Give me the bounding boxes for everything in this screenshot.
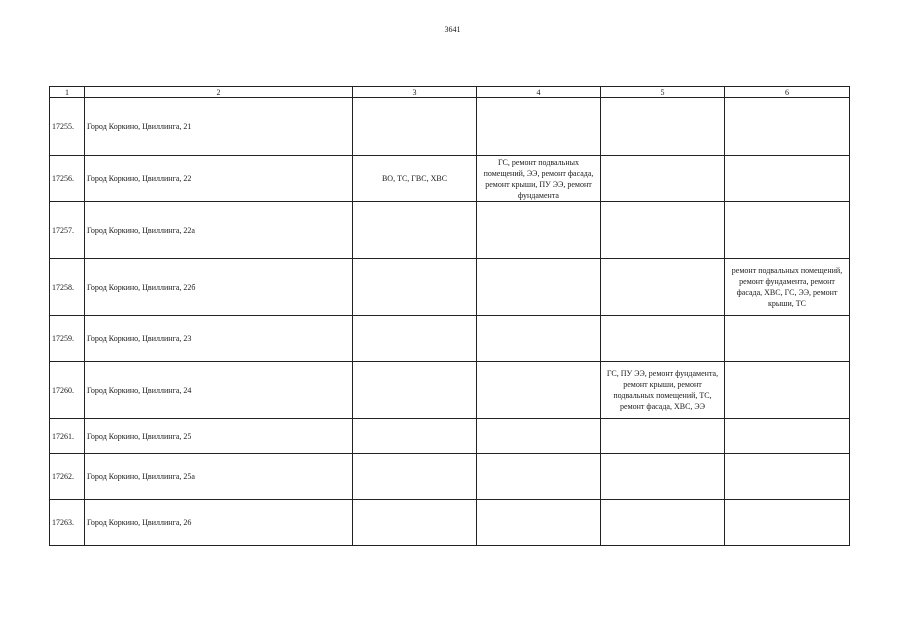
row-number: 17256.	[50, 156, 85, 202]
works-cell	[477, 362, 601, 419]
works-cell	[601, 202, 725, 259]
row-number: 17258.	[50, 259, 85, 316]
building-address: Город Коркино, Цвиллинга, 25а	[85, 454, 353, 500]
works-cell	[601, 419, 725, 454]
works-cell	[477, 316, 601, 362]
works-cell	[353, 454, 477, 500]
column-header: 2	[85, 87, 353, 98]
works-cell	[477, 202, 601, 259]
column-number-row	[50, 87, 850, 98]
buildings-register-table	[49, 86, 850, 546]
row-number: 17263.	[50, 500, 85, 546]
table-row	[50, 202, 850, 259]
works-cell	[601, 500, 725, 546]
building-address: Город Коркино, Цвиллинга, 24	[85, 362, 353, 419]
works-cell	[601, 156, 725, 202]
works-cell	[477, 419, 601, 454]
row-number: 17257.	[50, 202, 85, 259]
table-row	[50, 362, 850, 419]
column-header: 4	[477, 87, 601, 98]
works-cell	[725, 454, 850, 500]
row-number: 17262.	[50, 454, 85, 500]
works-cell	[601, 98, 725, 156]
works-cell	[353, 259, 477, 316]
table-row	[50, 259, 850, 316]
page-number: 3641	[444, 25, 461, 34]
works-cell: ГС, ПУ ЭЭ, ремонт фундамента, ремонт крыши, ремонт подвальных помещений, ТС, ремонт фасада, ХВС, ЭЭ	[601, 362, 725, 419]
column-header: 1	[50, 87, 85, 98]
works-cell	[353, 202, 477, 259]
works-cell	[725, 362, 850, 419]
works-cell	[725, 156, 850, 202]
works-cell	[353, 362, 477, 419]
column-header: 3	[353, 87, 477, 98]
works-cell	[477, 98, 601, 156]
table-row	[50, 98, 850, 156]
works-cell	[353, 98, 477, 156]
building-address: Город Коркино, Цвиллинга, 22	[85, 156, 353, 202]
works-cell	[353, 316, 477, 362]
table-row	[50, 500, 850, 546]
works-cell	[725, 316, 850, 362]
column-header: 5	[601, 87, 725, 98]
table-row	[50, 156, 850, 202]
works-cell	[353, 500, 477, 546]
works-cell	[601, 259, 725, 316]
works-cell	[725, 202, 850, 259]
building-address: Город Коркино, Цвиллинга, 23	[85, 316, 353, 362]
building-address: Город Коркино, Цвиллинга, 25	[85, 419, 353, 454]
works-cell: ГС, ремонт подвальных помещений, ЭЭ, ремонт фасада, ремонт крыши, ПУ ЭЭ, ремонт фундамента	[477, 156, 601, 202]
table-row	[50, 316, 850, 362]
table-row	[50, 454, 850, 500]
column-header: 6	[725, 87, 850, 98]
building-address: Город Коркино, Цвиллинга, 26	[85, 500, 353, 546]
building-address: Город Коркино, Цвиллинга, 21	[85, 98, 353, 156]
works-cell: ВО, ТС, ГВС, ХВС	[353, 156, 477, 202]
works-cell	[601, 316, 725, 362]
works-cell	[601, 454, 725, 500]
row-number: 17255.	[50, 98, 85, 156]
table-row	[50, 419, 850, 454]
row-number: 17260.	[50, 362, 85, 419]
works-cell	[477, 259, 601, 316]
works-cell	[725, 419, 850, 454]
works-cell: ремонт подвальных помещений, ремонт фундамента, ремонт фасада, ХВС, ГС, ЭЭ, ремонт крыши, ТС	[725, 259, 850, 316]
building-address: Город Коркино, Цвиллинга, 22б	[85, 259, 353, 316]
building-address: Город Коркино, Цвиллинга, 22а	[85, 202, 353, 259]
works-cell	[353, 419, 477, 454]
works-cell	[725, 98, 850, 156]
works-cell	[477, 500, 601, 546]
works-cell	[725, 500, 850, 546]
works-cell	[477, 454, 601, 500]
row-number: 17259.	[50, 316, 85, 362]
row-number: 17261.	[50, 419, 85, 454]
